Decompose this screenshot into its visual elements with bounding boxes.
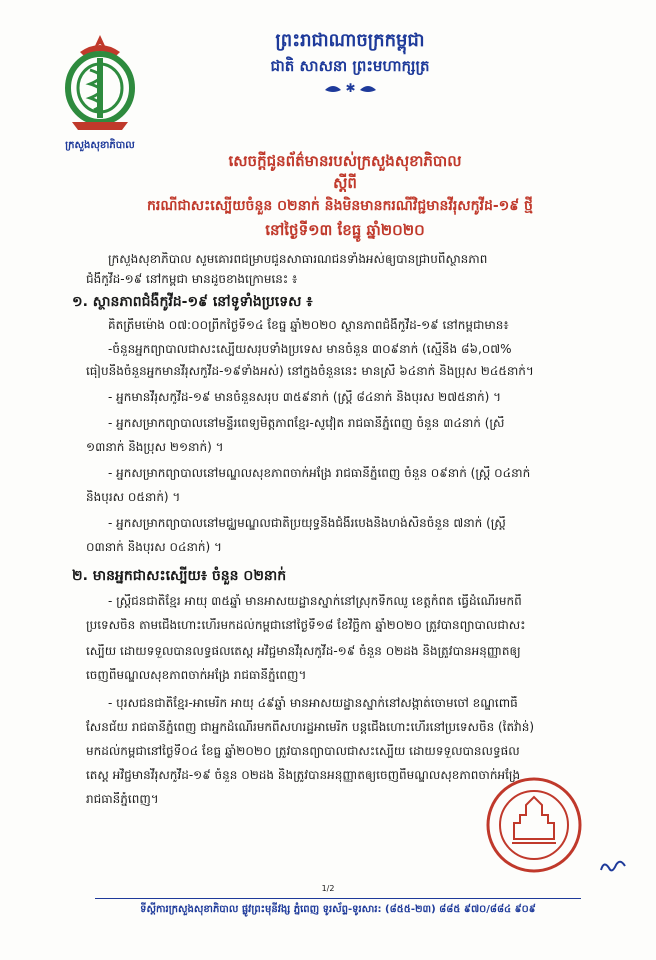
section-1-line: - អ្នកមានវីរុសកូវីដ-១៩ មានចំនួនសរុប ៣៥៩នាក់ (ស្ត្រី ៨៤នាក់ និងបុរស ២៧៥នាក់) ។ xyxy=(108,390,502,404)
page-number: 1/2 xyxy=(321,884,335,893)
section-1-line: - អ្នកសម្រាកព្យាបាលនៅមជ្ឈមណ្ឌលជាតិប្រយុទ្ធនឹងជំងឺរបេងនិងហង់សិនចំនួន ៧នាក់ (ស្ត្រី xyxy=(108,516,506,530)
title-line-1: សេចក្តីជូនព័ត៌មានរបស់ក្រសួងសុខាភិបាល xyxy=(228,152,462,170)
section-1-line: - អ្នកសម្រាកព្យាបាលនៅមណ្ឌលសុខភាពចាក់អង្រែ រាជធានីភ្នំពេញ ចំនួន ០៩នាក់ (ស្ត្រី ០៤នាក់ xyxy=(108,466,531,480)
section-1-line: ១៣នាក់ និងប្រុស ២១នាក់) ។ xyxy=(86,440,224,454)
section-2-line: ស្បើយ ដោយទទួលបានលទ្ធផលតេស្ត អវិជ្ជមានវីរុសកូវីដ-១៩ ចំនួន ០២ដង និងត្រូវបានអនុញ្ញាតឲ្យ xyxy=(86,644,521,658)
section-2-heading: ២. មានអ្នកជាសះស្បើយ៖ ចំនួន ០២នាក់ xyxy=(72,568,287,584)
signature-icon xyxy=(598,856,628,878)
intro-line: ក្រសួងសុខាភិបាល សូមគោរពជម្រាបជូនសាធារណជនទាំងអស់ឲ្យបានជ្រាបពីស្ថានភាព xyxy=(108,252,488,266)
section-2-line: សែនជ័យ រាជធានីភ្នំពេញ ជាអ្នកដំណើរមកពីសហរដ្ឋអាមេរិក បន្តជើងហោះហើរនៅប្រទេសចិន (តៃវ៉ាន់) xyxy=(86,720,535,734)
section-2-line: រាជធានីភ្នំពេញ។ xyxy=(86,792,159,806)
footer-divider xyxy=(95,898,581,899)
section-2-line: - បុរសជនជាតិខ្មែរ-អាមេរិក អាយុ ៤៩ឆ្នាំ មានអាសយដ្ឋានស្នាក់នៅសង្កាត់ចោមចៅ ខណ្ឌពោធិ៍ xyxy=(108,696,518,710)
section-1-line: និងបុរស ០៥នាក់) ។ xyxy=(86,490,181,504)
section-2-line: - ស្ត្រីជនជាតិខ្មែរ អាយុ ៣៥ឆ្នាំ មានអាសយដ្ឋានស្នាក់នៅស្រុកទឹកឈូ ខេត្តកំពត ធ្វើដំណើរមកពី xyxy=(108,594,522,608)
section-1-heading: ១. ស្ថានភាពជំងឺកូវីដ-១៩ នៅទូទាំងប្រទេស ៖ xyxy=(72,294,313,310)
svg-text:✱: ✱ xyxy=(345,81,356,95)
section-1-line: ០៣នាក់ និងបុរស ០៤នាក់) ។ xyxy=(86,540,222,554)
title-line-4: នៅថ្ងៃទី១៣ ខែធ្នូ ឆ្នាំ២០២០ xyxy=(265,221,425,239)
section-1-line: គិតត្រឹមម៉ោង ០៧:០០ព្រឹកថ្ងៃទី១៤ ខែធ្នូ ឆ្នាំ២០២០ ស្ថានភាពជំងឺកូវីដ-១៩ នៅកម្ពុជាមាន៖ xyxy=(108,318,509,332)
ministry-emblem-icon xyxy=(50,30,150,135)
section-2-line: មកដល់កម្ពុជានៅថ្ងៃទី០៤ ខែធ្នូ ឆ្នាំ២០២០ ត្រូវបានព្យាបាលជាសះស្បើយ ដោយទទួលបានលទ្ធផល xyxy=(86,744,520,758)
section-1-line: ធៀបនឹងចំនួនអ្នកមានវីរុសកូវីដ-១៩ទាំងអស់) នៅក្នុងចំនួននេះ មានស្រី ៦៤នាក់ និងប្រុស ២៤៥នាក់។ xyxy=(86,364,534,378)
section-2-line: ចេញពីមណ្ឌលសុខភាពចាក់អង្រែ រាជធានីភ្នំពេញ។ xyxy=(86,668,307,682)
national-motto: ជាតិ សាសនា ព្រះមហាក្សត្រ xyxy=(270,57,430,75)
section-1-line: - អ្នកសម្រាកព្យាបាលនៅមន្ទីរពេទ្យមិត្តភាពខ្មែរ-សូវៀត រាជធានីភ្នំពេញ ចំនួន ៣៤នាក់ (ស្រី xyxy=(108,416,505,430)
ministry-name-label: ក្រសួងសុខាភិបាល xyxy=(65,140,135,151)
intro-line: ជំងឺកូវីដ-១៩ នៅកម្ពុជា មានដូចខាងក្រោមនេះ ៖ xyxy=(86,272,298,286)
section-2-line: តេស្ត អវិជ្ជមានវីរុសកូវីដ-១៩ ចំនួន ០២ដង និងត្រូវបានអនុញ្ញាតឲ្យចេញពីមណ្ឌលសុខភាពចាក់អង្រែ xyxy=(86,768,521,782)
title-line-3: ករណីជាសះស្បើយចំនួន ០២នាក់ និងមិនមានករណីវិជ្ជមានវីរុសកូវីដ-១៩ ថ្មី xyxy=(147,198,533,214)
ornament-divider-icon xyxy=(323,80,378,96)
title-line-2: ស្តីពី xyxy=(333,174,357,192)
footer-address: ទីស្តីការក្រសួងសុខាភិបាល ផ្លូវព្រះមុនីវង្ស ភ្នំពេញ ទូរស័ព្ទ-ទូរសារ: (៨៥៥-២៣) ៨៨៥ ៩៧០/៨៨៤ ៩០៩ xyxy=(140,904,536,915)
section-2-line: ប្រទេសចិន តាមជើងហោះហើរមកដល់កម្ពុជានៅថ្ងៃទី១៨ ខែវិច្ឆិកា ឆ្នាំ២០២០ ត្រូវបានព្យាបាលជាសះ xyxy=(86,618,526,632)
official-seal-icon xyxy=(484,775,584,875)
section-1-line: -ចំនួនអ្នកព្យាបាលជាសះស្បើយសរុបទាំងប្រទេស មានចំនួន ៣០៩នាក់ (ស្មើនឹង ៨៦,០៧% xyxy=(108,342,512,356)
kingdom-name: ព្រះរាជាណាចក្រកម្ពុជា xyxy=(275,30,425,51)
